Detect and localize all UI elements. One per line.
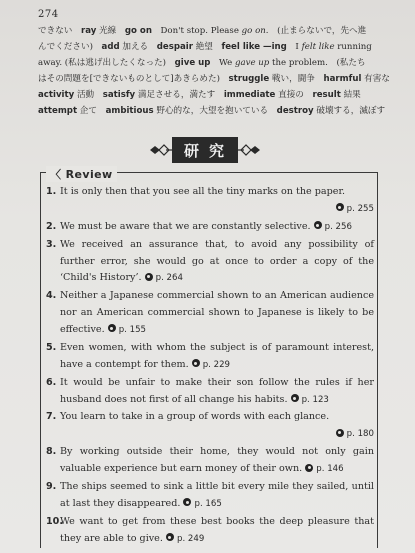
page-reference bbox=[166, 534, 204, 544]
vocab-gloss: away. (私は逃げ出したくなった) bbox=[38, 57, 175, 68]
vocab-gloss: 満足させる，満たす bbox=[135, 89, 224, 100]
vocab-term: attempt bbox=[38, 105, 78, 116]
review-item bbox=[46, 375, 374, 409]
review-item bbox=[46, 409, 374, 443]
vocab-term: destroy bbox=[276, 105, 314, 116]
vocab-gloss: I bbox=[286, 41, 302, 52]
vocab-term: ambitious bbox=[105, 105, 154, 116]
reference-icon bbox=[108, 324, 116, 332]
vocab-gloss: はその問題を[できないものとして]あきらめた) bbox=[38, 73, 229, 84]
review-item bbox=[46, 444, 374, 478]
item-number: 10. bbox=[46, 515, 63, 527]
review-label bbox=[46, 166, 117, 182]
vocab-gloss: 野心的な，大望を抱いている bbox=[153, 105, 277, 116]
page-reference bbox=[291, 395, 329, 405]
item-number: 2. bbox=[46, 220, 57, 232]
review-item bbox=[46, 514, 374, 548]
vocab-gloss: Don't stop. Please bbox=[151, 26, 242, 36]
reference-page: p. 180 bbox=[346, 429, 374, 440]
reference-icon bbox=[336, 429, 344, 437]
vocab-gloss: 直接の bbox=[275, 89, 313, 100]
vocab-term: result bbox=[312, 89, 341, 100]
review-item bbox=[46, 184, 374, 218]
item-text: We must be aware that we are constantly selective. bbox=[60, 220, 311, 232]
vocab-term: go on bbox=[124, 26, 152, 36]
page-reference bbox=[108, 325, 146, 335]
page-reference bbox=[145, 273, 183, 283]
review-list bbox=[46, 184, 374, 549]
item-text: By working outside their home, they would not only gain valuable experience but earn money of their own. bbox=[60, 446, 374, 475]
item-sentence bbox=[60, 340, 374, 374]
item-text: Even women, with whom the subject is of paramount interest, have a contempt for them. bbox=[60, 341, 374, 370]
item-number: 5. bbox=[46, 341, 57, 353]
section-title: 研究 bbox=[172, 137, 238, 163]
reference-page: p. 255 bbox=[346, 203, 374, 214]
reference-page: p. 264 bbox=[155, 273, 183, 284]
reference-icon bbox=[336, 203, 344, 211]
review-item bbox=[46, 479, 374, 513]
vocab-gloss: 結果 bbox=[340, 89, 361, 100]
reference-icon bbox=[314, 221, 322, 229]
vocab-term: activity bbox=[38, 89, 75, 100]
vocab-gloss: 戦い，闘争 bbox=[269, 73, 324, 84]
item-sentence bbox=[60, 219, 374, 236]
item-text: You learn to take in a group of words with each glance. bbox=[60, 411, 330, 423]
reference-icon bbox=[192, 359, 200, 367]
vocab-term: satisfy bbox=[102, 89, 136, 100]
item-number: 8. bbox=[46, 446, 57, 458]
item-sentence bbox=[60, 375, 374, 409]
item-number: 9. bbox=[46, 481, 57, 493]
item-number: 1. bbox=[46, 186, 57, 197]
page-reference bbox=[183, 499, 221, 509]
vocab-gloss: 光線 bbox=[96, 26, 125, 36]
reference-page: p. 229 bbox=[202, 359, 231, 370]
vocab-term: struggle bbox=[228, 73, 270, 84]
vocab-gloss: できない bbox=[38, 26, 81, 36]
vocab-line bbox=[38, 56, 378, 72]
reference-icon bbox=[291, 394, 299, 402]
vocab-term: despair bbox=[156, 41, 193, 52]
vocab-gloss: 絶望 bbox=[192, 41, 222, 52]
vocab-gloss: the problem. (私たち bbox=[269, 57, 366, 68]
item-sentence bbox=[60, 288, 374, 338]
review-item bbox=[46, 340, 374, 374]
review-item bbox=[46, 288, 374, 338]
item-sentence bbox=[60, 444, 374, 478]
reference-page: p. 155 bbox=[118, 324, 147, 335]
vocab-gloss: felt like bbox=[301, 41, 335, 52]
page-number: 274 bbox=[38, 9, 59, 20]
review-item bbox=[46, 219, 374, 236]
vocab-gloss: 活動 bbox=[74, 89, 103, 100]
reference-page: p. 165 bbox=[194, 498, 222, 509]
reference-page: p. 256 bbox=[324, 221, 352, 232]
vocab-gloss: 破壊する，滅ぼす bbox=[313, 105, 386, 116]
reference-page: p. 123 bbox=[301, 394, 329, 405]
item-text: It would be unfair to make their son follow the rules if her husband does not first of all change his habits. bbox=[60, 376, 374, 405]
page-reference bbox=[305, 464, 343, 474]
reference-icon bbox=[145, 273, 153, 281]
item-text: We received an assurance that, to avoid any possibility of further error, she would go at once to order a copy of the ‘Child's History’. bbox=[60, 238, 374, 284]
vocab-gloss: 企て bbox=[77, 105, 106, 116]
vocab-gloss: 加える bbox=[119, 41, 157, 52]
reference-icon bbox=[183, 498, 191, 506]
vocab-line bbox=[38, 24, 378, 40]
item-number: 4. bbox=[46, 290, 57, 302]
reference-page: p. 146 bbox=[316, 464, 344, 475]
review-label-text: Review bbox=[65, 168, 113, 181]
item-sentence bbox=[60, 479, 374, 513]
page-reference bbox=[336, 429, 374, 439]
ornament-left-icon bbox=[150, 142, 172, 158]
ornament-right-icon bbox=[238, 142, 260, 158]
item-number: 6. bbox=[46, 376, 57, 388]
reference-icon bbox=[166, 533, 174, 541]
vocab-line bbox=[38, 88, 378, 104]
vocab-term: ray bbox=[80, 26, 97, 36]
vocab-gloss: (止まらないで，先へ進 bbox=[268, 26, 367, 36]
reference-page: p. 249 bbox=[176, 533, 205, 544]
vocab-term: harmful bbox=[323, 73, 362, 84]
review-bracket-open: 〈 bbox=[50, 168, 66, 181]
section-banner bbox=[150, 137, 260, 163]
vocab-gloss: んでください) bbox=[38, 41, 102, 52]
item-number: 7. bbox=[46, 411, 57, 423]
vocab-term: feel like —ing bbox=[221, 41, 287, 52]
review-item bbox=[46, 237, 374, 287]
item-text: We want to get from these best books the deep pleasure that they are able to give. bbox=[60, 515, 374, 544]
vocab-term: immediate bbox=[223, 89, 276, 100]
item-number: 3. bbox=[46, 238, 57, 250]
vocab-line bbox=[38, 104, 386, 120]
item-sentence bbox=[60, 514, 374, 548]
page-reference bbox=[314, 222, 352, 232]
page-reference bbox=[336, 204, 374, 214]
vocab-gloss: 有害な bbox=[361, 73, 390, 84]
item-sentence bbox=[60, 184, 374, 218]
vocab-line bbox=[38, 40, 378, 56]
page-reference-line bbox=[60, 201, 374, 218]
page-reference bbox=[192, 360, 230, 370]
item-sentence bbox=[60, 237, 374, 287]
vocab-gloss: gave up bbox=[234, 57, 270, 68]
item-text: Neither a Japanese commercial shown to an American audience nor an American commercial shown to Japanese is likely to be effective. bbox=[60, 290, 374, 335]
vocab-line bbox=[38, 72, 390, 88]
vocab-term: add bbox=[101, 41, 120, 52]
vocabulary-notes bbox=[38, 24, 390, 119]
vocab-gloss: go on. bbox=[241, 26, 269, 36]
item-text: The ships seemed to sink a little bit every mile they sailed, until at last they disappeared. bbox=[60, 481, 374, 509]
vocab-term: give up bbox=[174, 57, 211, 68]
vocab-gloss: We bbox=[210, 57, 235, 68]
page-reference-line bbox=[60, 426, 374, 443]
item-text: It is only then that you see all the tiny marks on the paper. bbox=[60, 186, 346, 197]
vocab-gloss: running bbox=[334, 41, 372, 52]
item-sentence bbox=[60, 409, 374, 443]
reference-icon bbox=[305, 464, 313, 472]
